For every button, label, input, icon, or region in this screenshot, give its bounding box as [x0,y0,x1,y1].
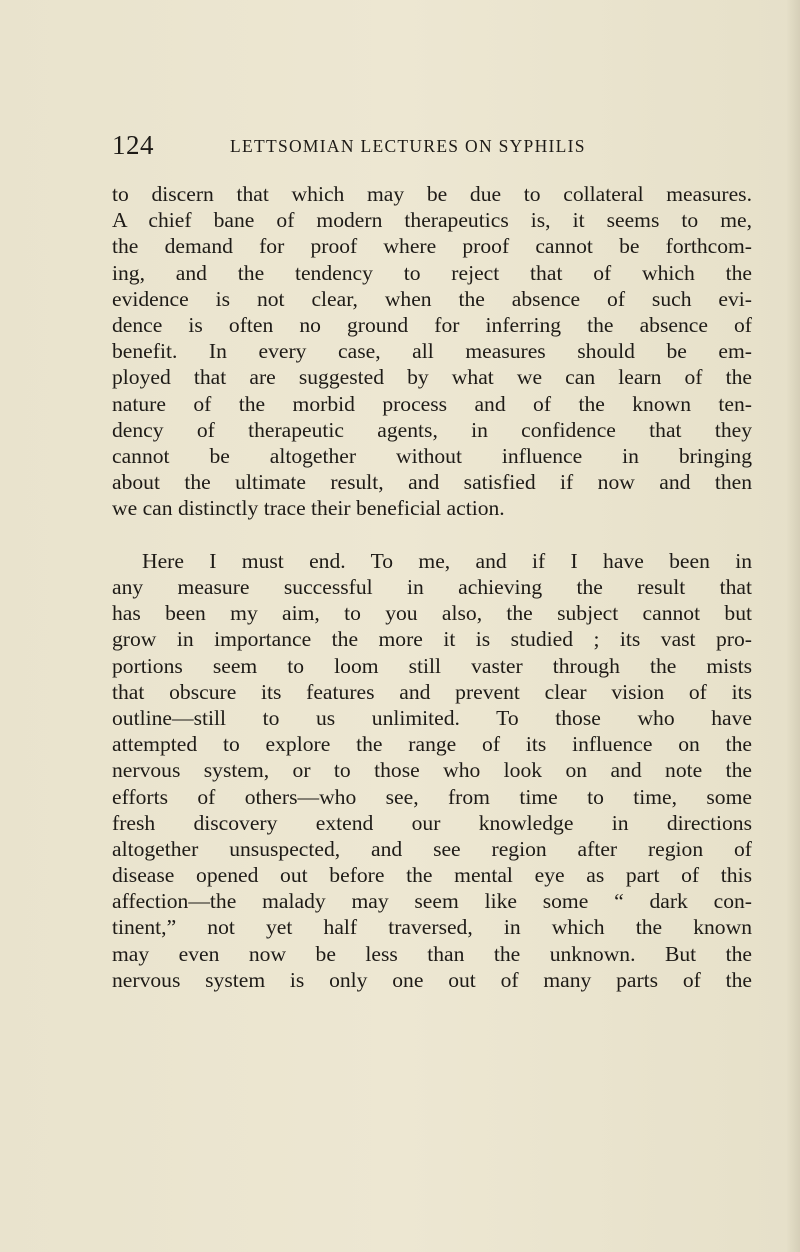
text-line: fresh discovery extend our knowledge in directions [112,810,752,835]
text-line: efforts of others—who see, from time to time, some [112,784,752,809]
paragraph-gap [112,521,752,547]
text-line: the demand for proof where proof cannot be forthcom- [112,234,752,259]
paragraph-1 [112,181,752,521]
text-line: nervous system is only one out of many parts of the [112,967,752,992]
text-line: to discern that which may be due to collateral measures. [112,182,752,206]
page-header [112,128,692,168]
paragraph-2 [112,548,752,993]
text-line: grow in importance the more it is studied ; its vast pro- [112,627,752,652]
text-line: altogether unsuspected, and see region after region of [112,836,752,861]
text-line: Here I must end. To me, and if I have been in [142,548,752,573]
text-line: tinent,” not yet half traversed, in which the known [112,915,752,940]
text-line: may even now be less than the unknown. But the [112,941,752,966]
text-line: has been my aim, to you also, the subject cannot but [112,601,752,626]
text-line: cannot be altogether without influence in bringing [112,443,752,468]
text-line: we can distinctly trace their beneficial action. [112,496,505,521]
text-line: that obscure its features and prevent clear vision of its [112,679,752,704]
text-line: ployed that are suggested by what we can learn of the [112,365,752,390]
text-line: disease opened out before the mental eye as part of this [112,863,752,888]
text-line: dence is often no ground for inferring the absence of [112,312,752,337]
text-line: portions seem to loom still vaster through the mists [112,653,752,678]
page-number: 124 [112,130,154,160]
page-edge-shadow [786,0,800,1252]
text-line: nervous system, or to those who look on and note the [112,758,752,783]
text-line: any measure successful in achieving the result that [112,575,752,600]
body-text [112,181,752,993]
text-line: attempted to explore the range of its influence on the [112,732,752,757]
running-head: LETTSOMIAN LECTURES ON SYPHILIS [230,136,586,156]
text-line: outline—still to us unlimited. To those who have [112,705,752,730]
text-line: ing, and the tendency to reject that of which the [112,260,752,285]
text-line: benefit. In every case, all measures should be em- [112,339,752,364]
text-line: nature of the morbid process and of the known ten- [112,391,752,416]
text-line: affection—the malady may seem like some “ dark con- [112,889,752,914]
text-line: about the ultimate result, and satisfied if now and then [112,470,752,495]
text-line: evidence is not clear, when the absence of such evi- [112,286,752,311]
text-line: dency of therapeutic agents, in confidence that they [112,417,752,442]
text-line: A chief bane of modern therapeutics is, it seems to me, [112,208,752,233]
